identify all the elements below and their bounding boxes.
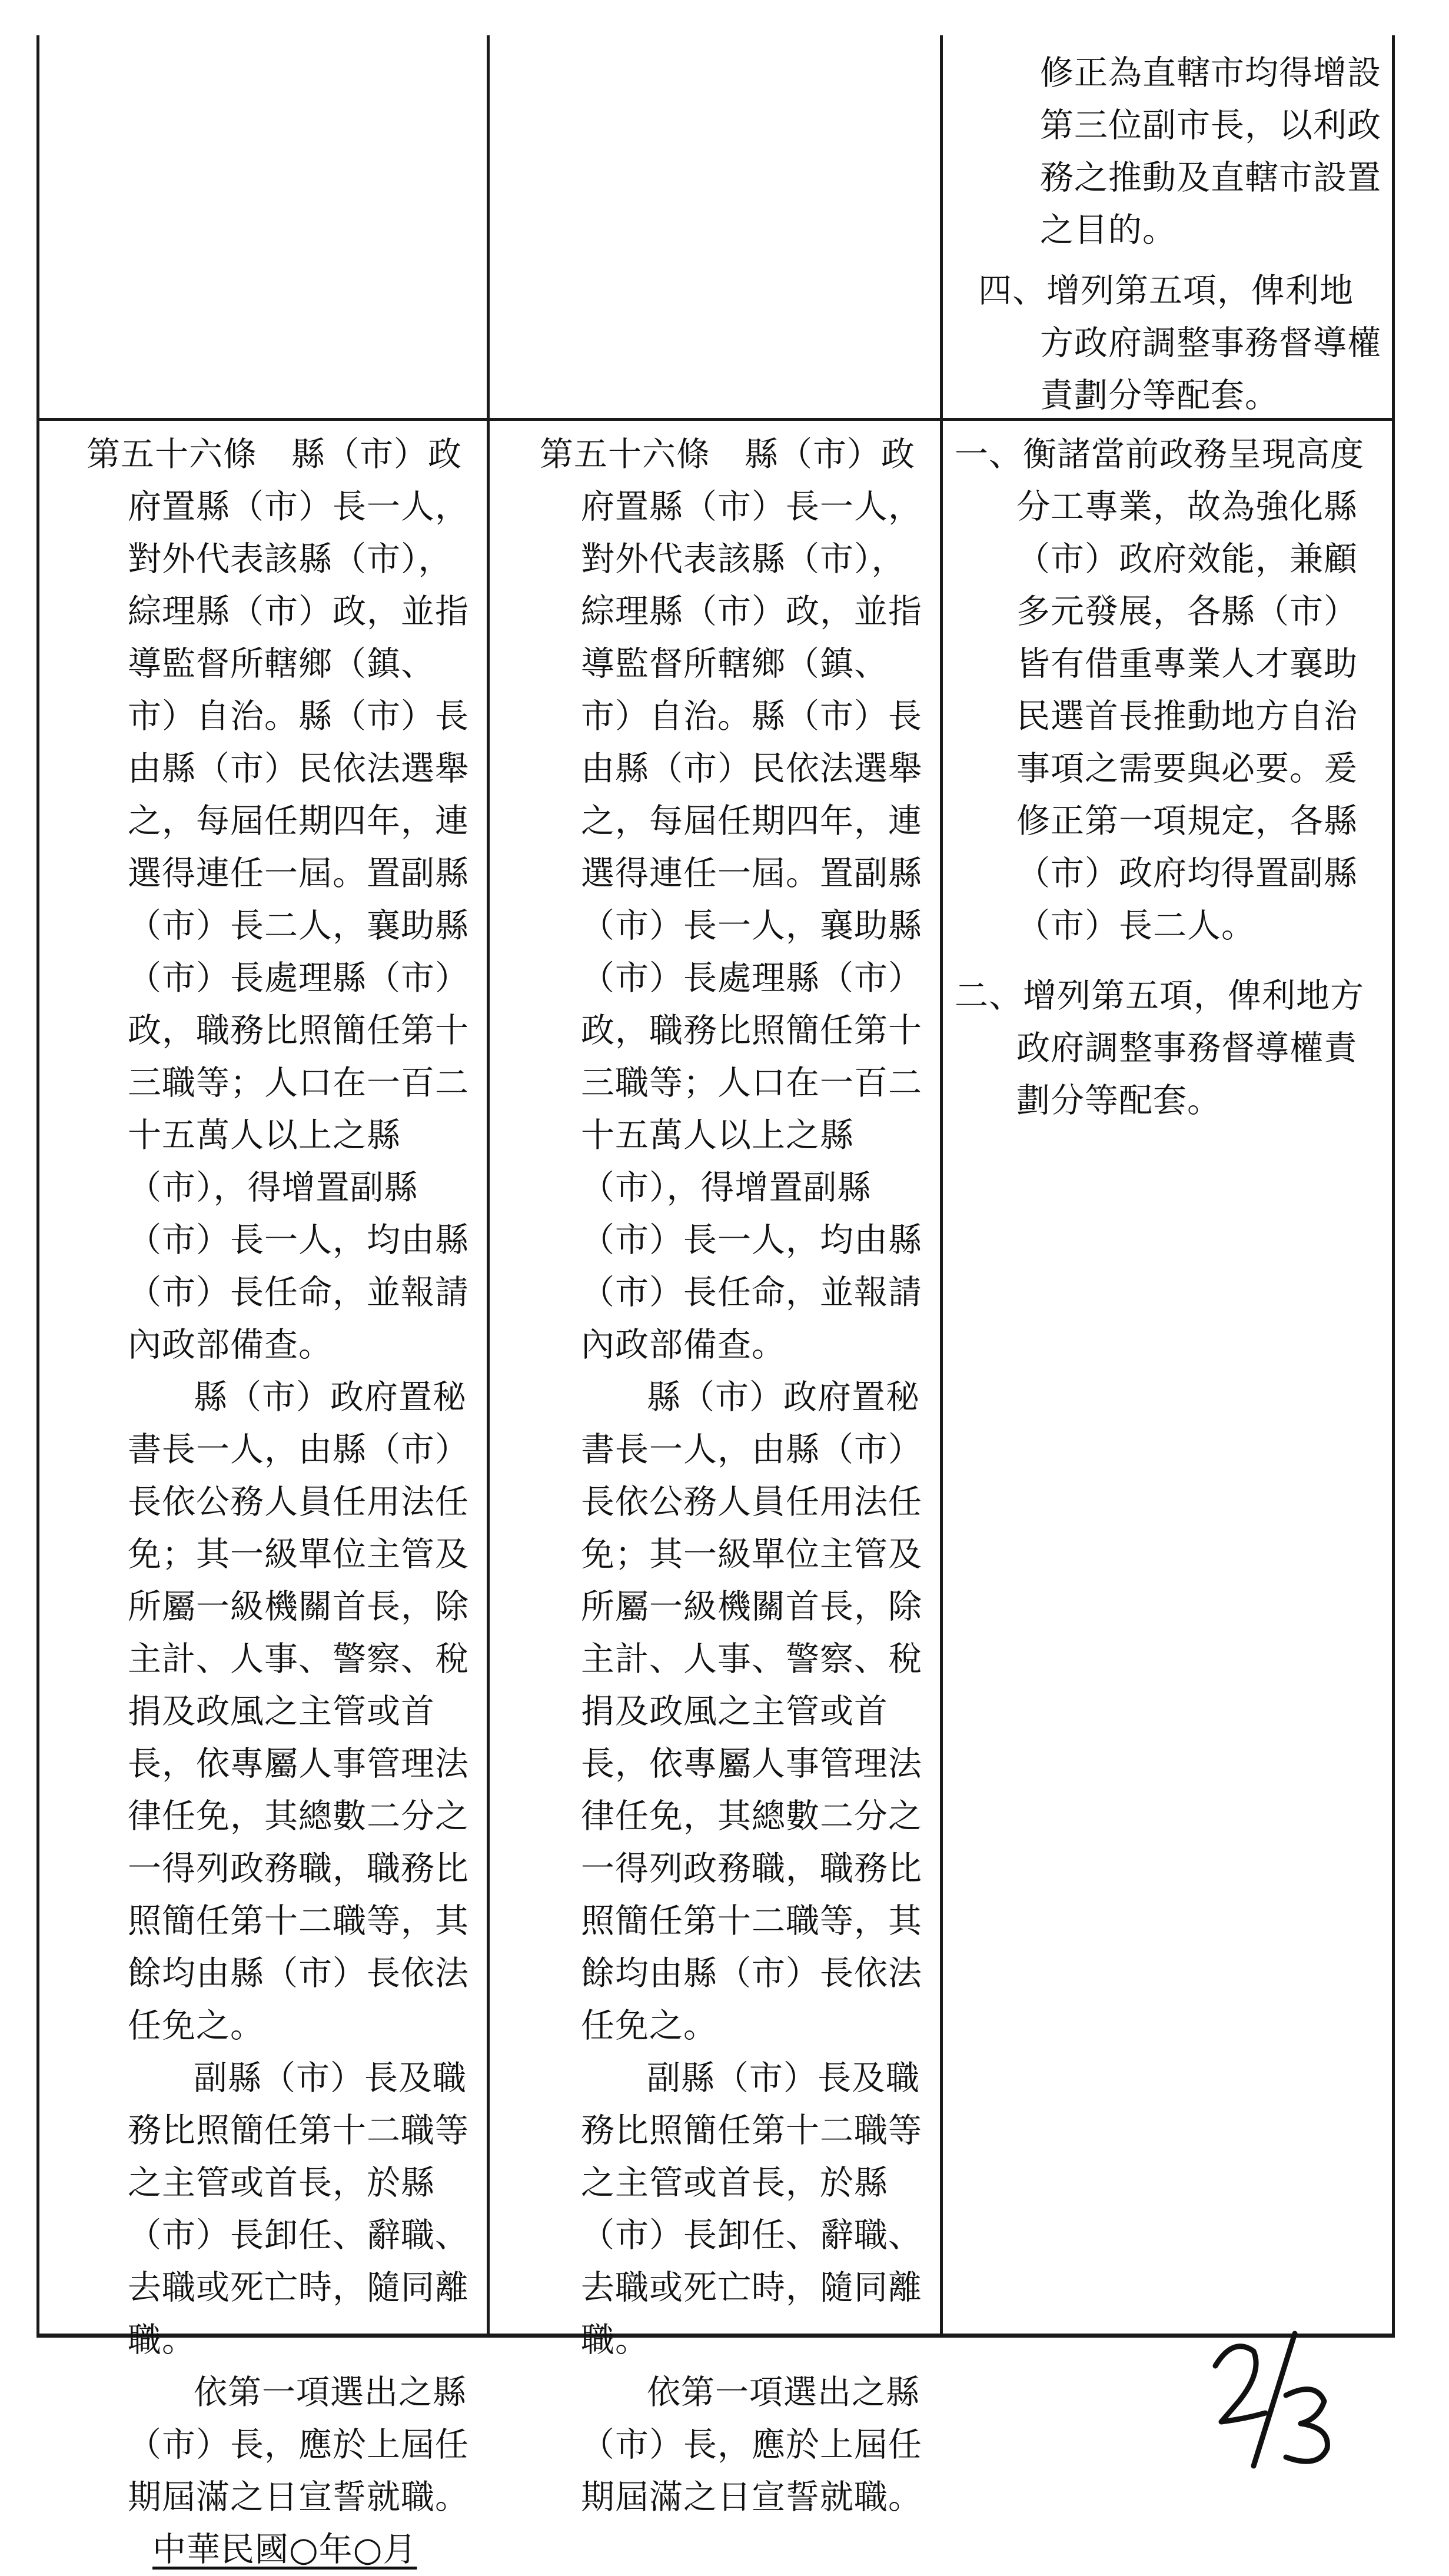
handwritten-page-mark (1198, 2325, 1351, 2478)
amended-article-column (87, 428, 475, 2576)
effective-date: 中華民國○年○月 (152, 2530, 417, 2569)
current-article-column (540, 428, 928, 2524)
explanation-continued: 修正為直轄市均得增設第三位副市長，以利政務之推動及直轄市設置之目的。 (1040, 54, 1381, 250)
amended-article-para-3: 副縣（市）長及職務比照簡任第十二職等之主管或首長，於縣（市）長卸任、辭職、去職或死亡時，隨同離職。 (128, 2059, 469, 2359)
current-article-para-2: 縣（市）政府置秘書長一人，由縣（市）長依公務人員任用法任免；其一級單位主管及所屬一級機關首長，除主計、人事、警察、稅捐及政風之主管或首長，依專屬人事管理法律任免，其總數二分之一得列政務職，職務比照簡任第十二職等，其餘均由縣（市）長依法任免之。 (581, 1378, 922, 2045)
current-article-para-4: 依第一項選出之縣（市）長，應於上屆任期屆滿之日宣誓就職。 (581, 2373, 922, 2517)
amended-article-para-2: 縣（市）政府置秘書長一人，由縣（市）長依公務人員任用法任免；其一級單位主管及所屬一級機關首長，除主計、人事、警察、稅捐及政風之主管或首長，依專屬人事管理法律任免，其總數二分之一得列政務職，職務比照簡任第十二職等，其餘均由縣（市）長依法任免之。 (128, 1378, 469, 2045)
explanation-column (955, 428, 1390, 1127)
current-article-para-1: 第五十六條 縣（市）政府置縣（市）長一人，對外代表該縣（市），綜理縣（市）政，並指導監督所轄鄉（鎮、市）自治。縣（市）長由縣（市）民依法選舉之，每屆任期四年，連選得連任一屆。置副縣（市）長一人，襄助縣（市）長處理縣（市）政，職務比照簡任第十三職等；人口在一百二十五萬人以上之縣（市），得增置副縣（市）長一人，均由縣（市）長任命，並報請內政部備查。 (540, 435, 922, 1364)
column-divider-2 (940, 35, 943, 2336)
comparison-table (36, 35, 1395, 2569)
explanation-item-4: 四、增列第五項，俾利地方政府調整事務督導權責劃分等配套。 (978, 271, 1381, 415)
explanation-item-1: 一、衡諸當前政務呈現高度分工專業，故為強化縣（市）政府效能，兼顧多元發展，各縣（市）皆有借重專業人才襄助民選首長推動地方自治事項之需要與必要。爰修正第一項規定，各縣（市）政府均得置副縣（市）長二人。 (955, 435, 1364, 945)
amended-article-para-4: 依第一項選出之縣（市）長，應於上屆任期屆滿之日宣誓就職。 (128, 2373, 469, 2517)
column-divider-1 (487, 35, 490, 2336)
current-article-para-3: 副縣（市）長及職務比照簡任第十二職等之主管或首長，於縣（市）長卸任、辭職、去職或死亡時，隨同離職。 (581, 2059, 922, 2359)
explanation-item-2: 二、增列第五項，俾利地方政府調整事務督導權責劃分等配套。 (955, 976, 1364, 1120)
table-border-right (1392, 35, 1395, 2336)
top-row-explanation (978, 47, 1384, 422)
amended-article-para-1: 第五十六條 縣（市）政府置縣（市）長一人，對外代表該縣（市），綜理縣（市）政，並指導監督所轄鄉（鎮、市）自治。縣（市）長由縣（市）民依法選舉之，每屆任期四年，連選得連任一屆。置副縣（市）長二人，襄助縣（市）長處理縣（市）政，職務比照簡任第十三職等；人口在一百二十五萬人以上之縣（市），得增置副縣（市）長一人，均由縣（市）長任命，並報請內政部備查。 (87, 435, 469, 1364)
table-border-left (36, 35, 39, 2336)
